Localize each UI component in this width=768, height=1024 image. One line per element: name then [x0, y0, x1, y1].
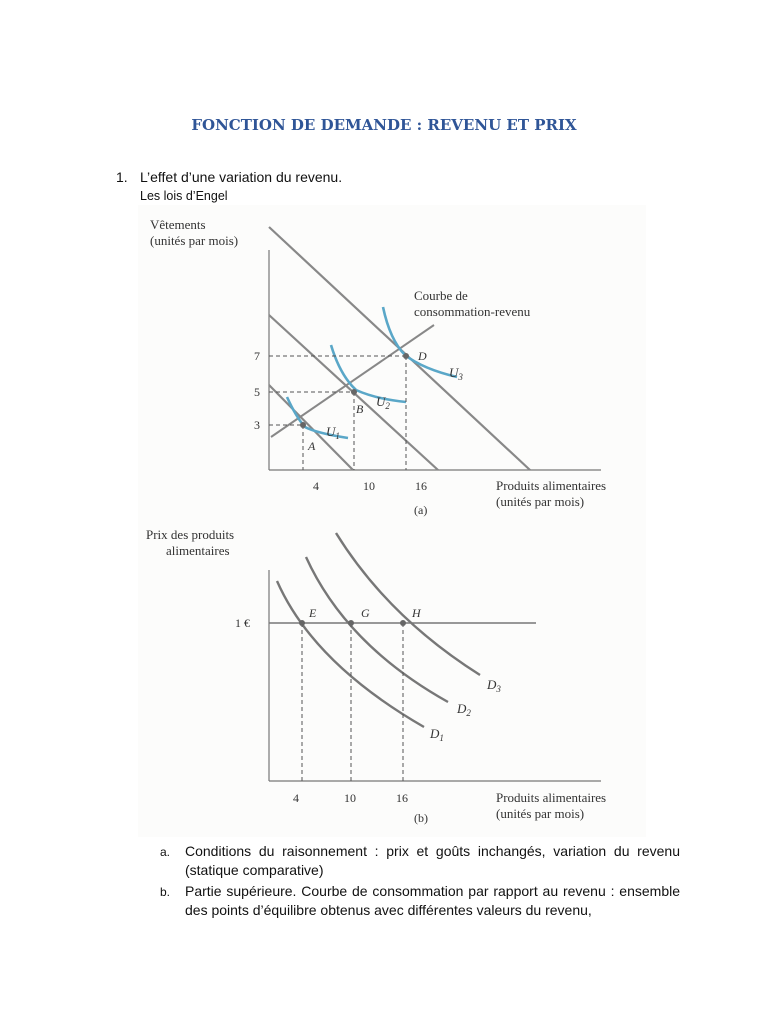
curve-label-2: consommation-revenu: [414, 304, 531, 319]
label-u2: $U_2$: [376, 394, 390, 411]
indifference-curve-u2: [331, 345, 406, 402]
b-x-tick-16: 16: [396, 791, 408, 805]
point-e-marker: [299, 620, 305, 626]
label-u3: $U_3$: [449, 365, 463, 382]
y-tick-3: 3: [254, 418, 260, 432]
x-tick-4: 4: [313, 479, 319, 493]
engel-diagram: [138, 205, 646, 837]
point-d-marker: [403, 353, 409, 359]
curve-label-1: Courbe de: [414, 288, 468, 303]
label-d2: $D_2$: [457, 701, 471, 718]
list-item-text: Partie supérieure. Courbe de consommation par rapport au revenu : ensemble des points d’équilibre obtenus avec différentes valeurs du revenu,: [185, 883, 680, 918]
demand-curve-d3: [336, 533, 480, 675]
point-b-marker: [351, 389, 357, 395]
demand-curve-d2: [306, 557, 448, 702]
point-a-marker: [300, 422, 306, 428]
section-heading-text: L’effet d’une variation du revenu.: [140, 169, 343, 185]
section-heading: [116, 169, 342, 185]
point-h-marker: [400, 620, 406, 626]
panel-b-caption: (b): [414, 811, 428, 825]
list-marker: b.: [160, 885, 171, 899]
x-tick-16: 16: [415, 479, 427, 493]
panel-b-xlabel-2: (unités par mois): [496, 806, 585, 821]
panel-a-caption: (a): [414, 503, 428, 517]
label-d3: $D_3$: [487, 677, 501, 694]
income-consumption-curve: [271, 325, 434, 437]
section-subheading: Les lois d’Engel: [140, 189, 228, 203]
list-marker: a.: [160, 845, 171, 859]
panel-a-xlabel-2: (unités par mois): [496, 494, 585, 509]
point-g-label: G: [361, 606, 370, 620]
b-x-tick-4: 4: [293, 791, 299, 805]
point-b-label: B: [356, 402, 364, 416]
panel-b-ylabel-1: Prix des produits: [146, 527, 235, 542]
price-label: 1 €: [235, 616, 250, 630]
budget-line-1: [269, 385, 353, 470]
y-tick-7: 7: [254, 349, 260, 363]
panel-a-ylabel-2: (unités par mois): [150, 233, 239, 248]
b-x-tick-10: 10: [344, 791, 356, 805]
page-title: FONCTION DE DEMANDE : REVENU ET PRIX: [191, 116, 577, 134]
panel-a-ylabel-1: Vêtements: [150, 217, 206, 232]
section-number: 1.: [116, 169, 128, 185]
panel-b-xlabel-1: Produits alimentaires: [496, 790, 607, 805]
point-e-label: E: [309, 606, 317, 620]
x-tick-10: 10: [363, 479, 375, 493]
panel-b-ylabel-2: alimentaires: [166, 543, 230, 558]
point-h-label: H: [412, 606, 421, 620]
sub-list: [160, 842, 680, 922]
panel-b: [146, 527, 606, 825]
label-d1: $D_1$: [430, 726, 444, 743]
point-d-label: D: [418, 349, 427, 363]
list-item: [160, 882, 680, 920]
list-item-text: Conditions du raisonnement : prix et goûts inchangés, variation du revenu (statique comparative): [185, 843, 680, 878]
point-a-label: A: [308, 439, 316, 453]
label-u1: $U_1$: [326, 424, 340, 441]
y-tick-5: 5: [254, 385, 260, 399]
panel-a: [150, 217, 606, 517]
list-item: [160, 842, 680, 880]
panel-b-guides: [302, 623, 403, 781]
panel-a-xlabel-1: Produits alimentaires: [496, 478, 607, 493]
engel-figure: [138, 205, 646, 837]
point-g-marker: [348, 620, 354, 626]
